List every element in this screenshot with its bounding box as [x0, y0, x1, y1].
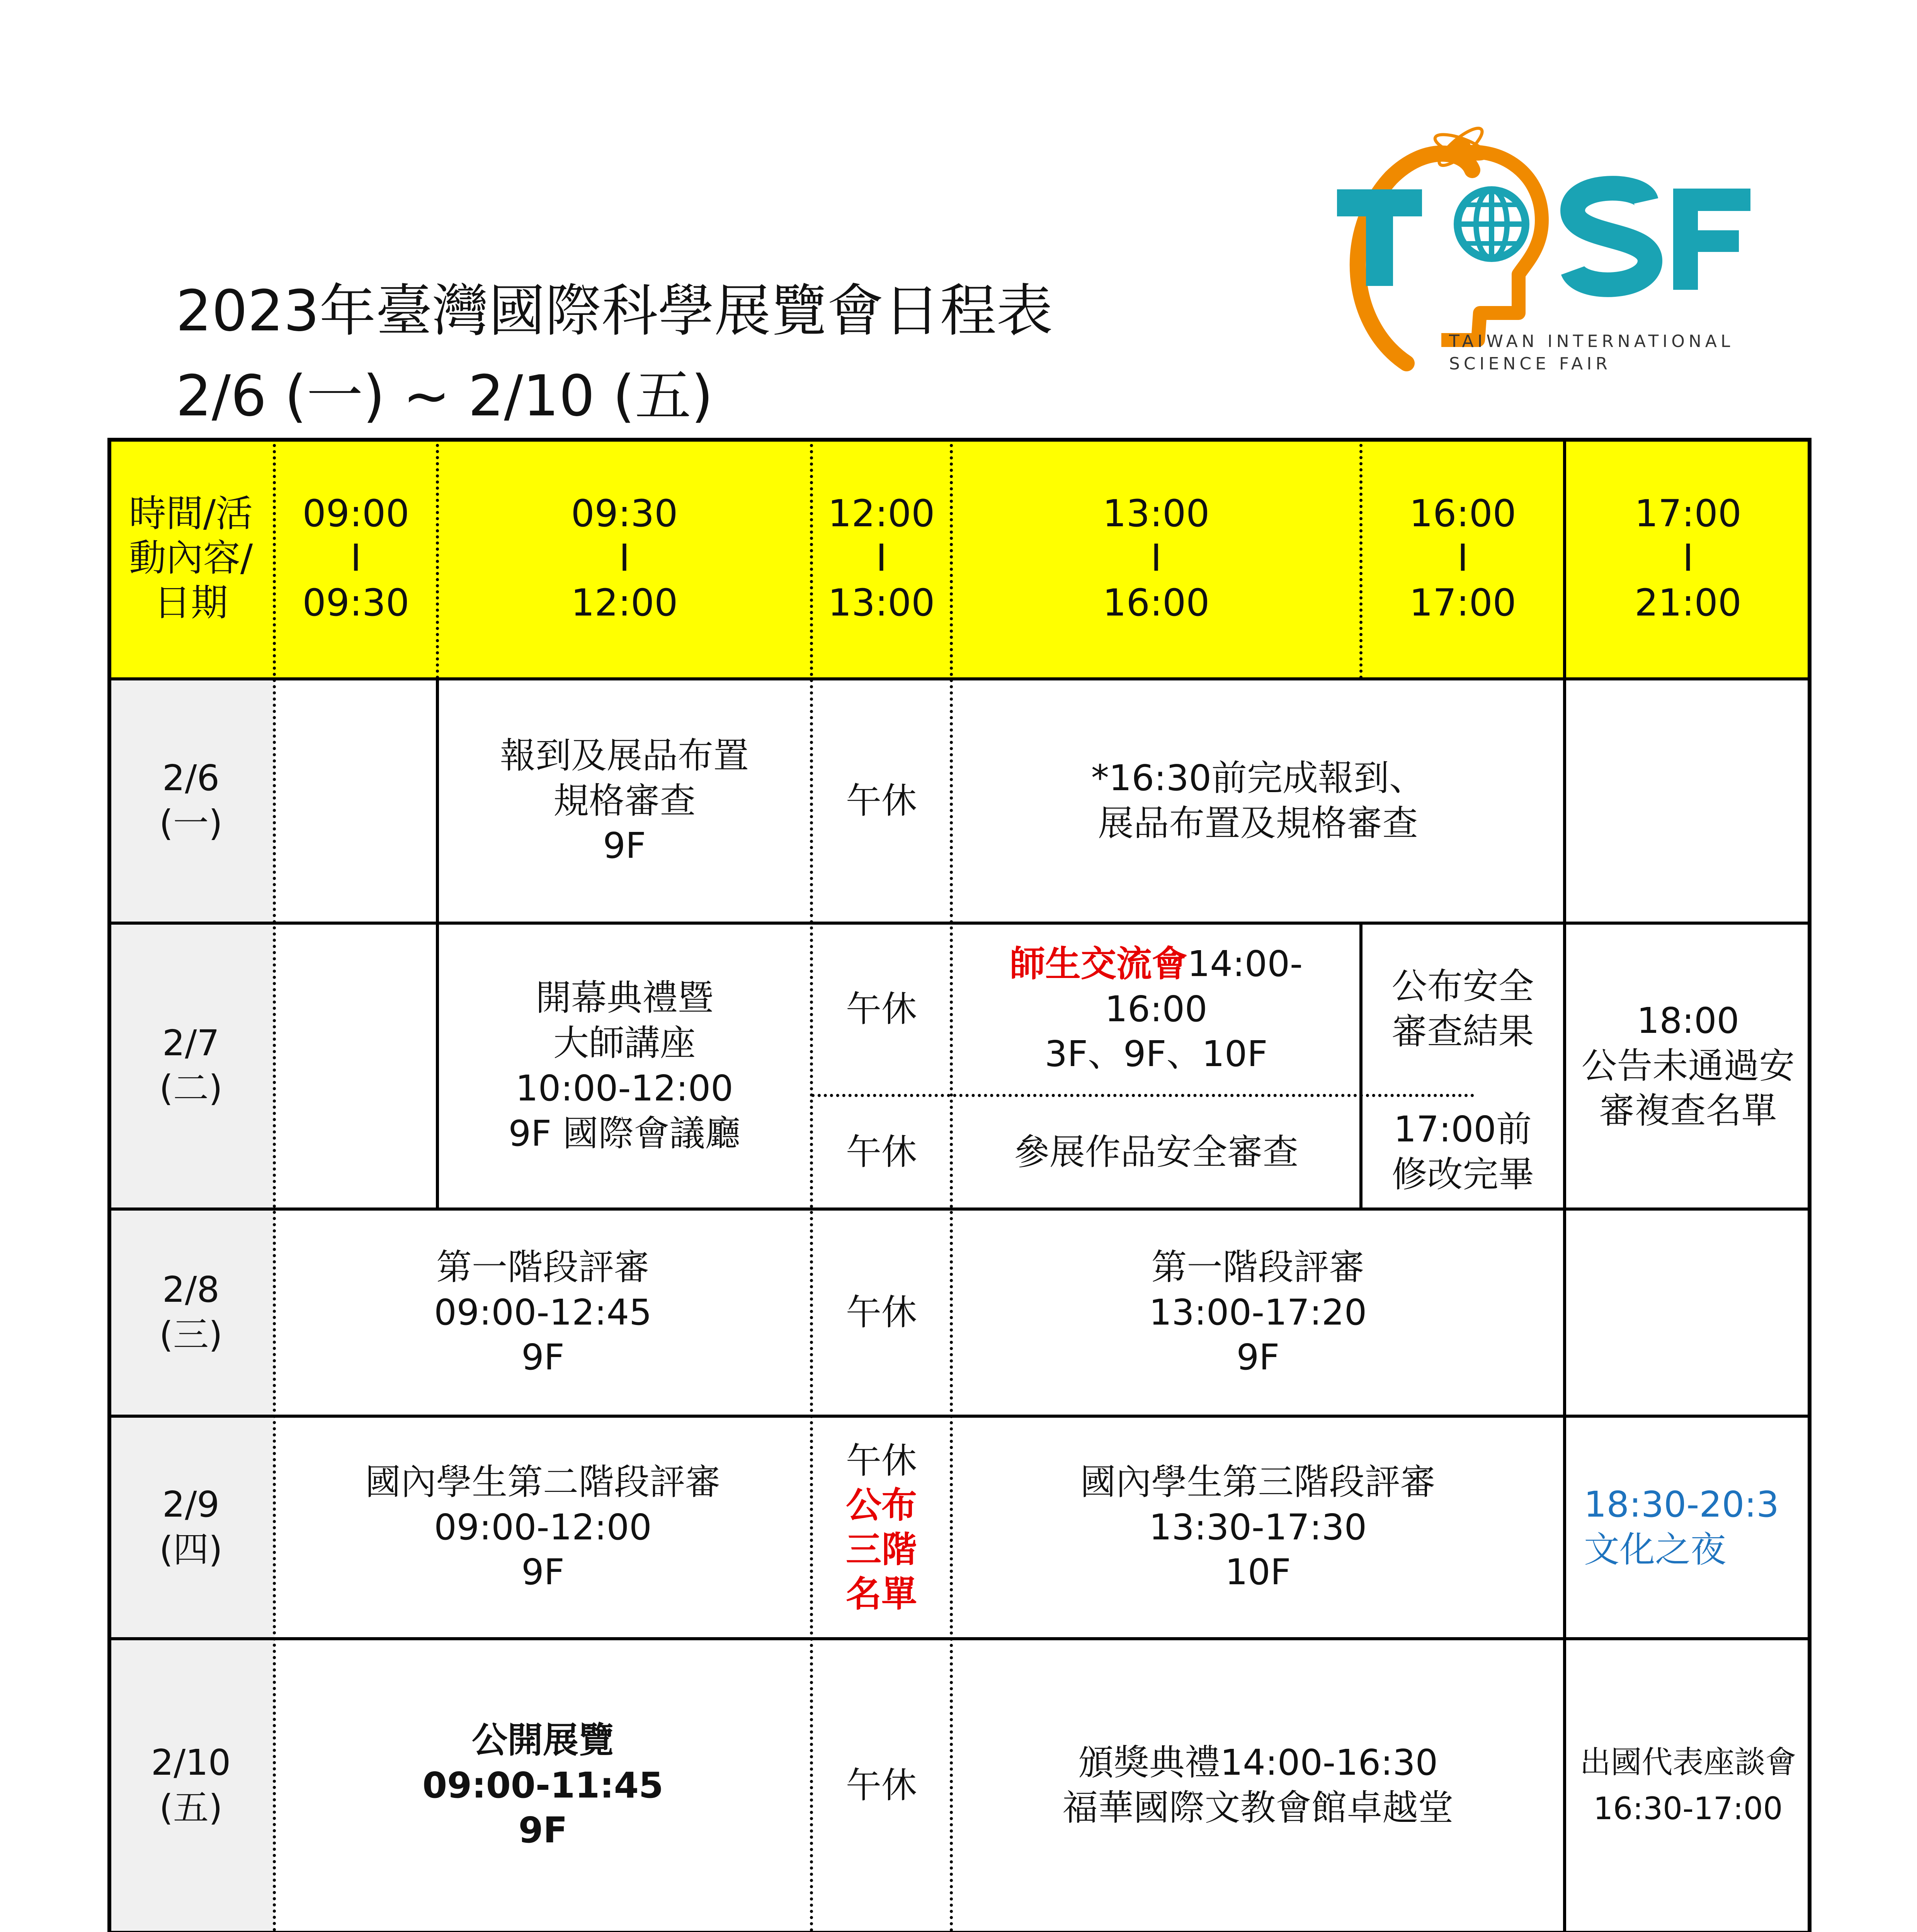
stage3-list-announcement: 公布 三階 名單 [845, 1485, 917, 1615]
delegate-forum-cell: 出國代表座談會 16:30-17:00 [1580, 1744, 1796, 1827]
date-cell-2-7: 2/7 (二) [159, 1022, 223, 1109]
header-slot-0900: 09:00 I 09:30 [302, 492, 410, 624]
date-cell-2-10: 2/10 (五) [151, 1742, 231, 1828]
lunch-break-cell: 午休 [845, 1131, 917, 1173]
lunch-break-cell: 午休 [845, 1291, 917, 1333]
lunch-label: 午休 [845, 1440, 917, 1481]
judging-stage2-cell: 國內學生第二階段評審 09:00-12:00 9F [365, 1461, 721, 1593]
header-slot-0930: 09:30 I 12:00 [571, 492, 678, 624]
page-title: 2023年臺灣國際科學展覽會日程表 [176, 278, 1053, 344]
opening-ceremony-cell: 開幕典禮暨 大師講座 10:00-12:00 9F 國際會議廳 [508, 977, 741, 1154]
registration-deadline-cell: *16:30前完成報到、 展品布置及規格審查 [1091, 757, 1425, 844]
safety-review-cell: 參展作品安全審查 [1014, 1131, 1298, 1173]
date-cell-2-8: 2/8 (三) [159, 1269, 223, 1355]
header-slot-1300: 13:00 I 16:00 [1102, 492, 1210, 624]
exchange-meeting-cell [951, 923, 1361, 1095]
lunch-break-cell: 午休 [845, 780, 917, 821]
judging-stage1-afternoon-cell: 第一階段評審 13:00-17:20 9F [1149, 1246, 1367, 1378]
header-slot-1700: 17:00 I 21:00 [1635, 492, 1742, 624]
lunch-break-cell: 午休 [845, 988, 917, 1030]
date-cell-2-9: 2/9 (四) [159, 1484, 223, 1570]
page-subtitle-dates: 2/6 (一) ~ 2/10 (五) [176, 363, 713, 429]
tisf-logo [1325, 108, 1816, 386]
registration-cell: 報到及展品布置 規格審查 9F [500, 735, 749, 867]
public-exhibition-cell: 公開展覽 09:00-11:45 9F [422, 1719, 663, 1851]
lunch-announce-cell [811, 1416, 951, 1639]
award-ceremony-cell: 頒獎典禮14:00-16:30 福華國際文教會館卓越堂 [1062, 1742, 1454, 1828]
exchange-meeting-time: 14:00- 16:00 3F、9F、10F [1044, 943, 1303, 1075]
judging-stage1-morning-cell: 第一階段評審 09:00-12:45 9F [434, 1246, 652, 1378]
exchange-meeting-label: 師生交流會 [1009, 943, 1187, 985]
header-corner: 時間/活 動內容/ 日期 [129, 492, 253, 624]
date-cell-2-6: 2/6 (一) [159, 757, 223, 844]
header-slot-1600: 16:00 I 17:00 [1409, 492, 1516, 624]
logo-tagline-line2: SCIENCE FAIR [1449, 354, 1611, 374]
safety-result-cell: 公布安全 審查結果 [1391, 966, 1534, 1052]
logo-tagline-line1: TAIWAN INTERNATIONAL [1449, 332, 1734, 351]
revision-deadline-cell: 17:00前 修改完畢 [1391, 1109, 1534, 1195]
lunch-break-cell: 午休 [845, 1764, 917, 1806]
schedule-table [107, 438, 1812, 1932]
culture-night-cell: 18:30-20:3 文化之夜 [1584, 1484, 1779, 1570]
judging-stage3-cell: 國內學生第三階段評審 13:30-17:30 10F [1080, 1461, 1436, 1593]
header-slot-1200: 12:00 I 13:00 [828, 492, 935, 624]
recheck-list-cell: 18:00 公告未通過安 審複查名單 [1581, 1000, 1795, 1132]
